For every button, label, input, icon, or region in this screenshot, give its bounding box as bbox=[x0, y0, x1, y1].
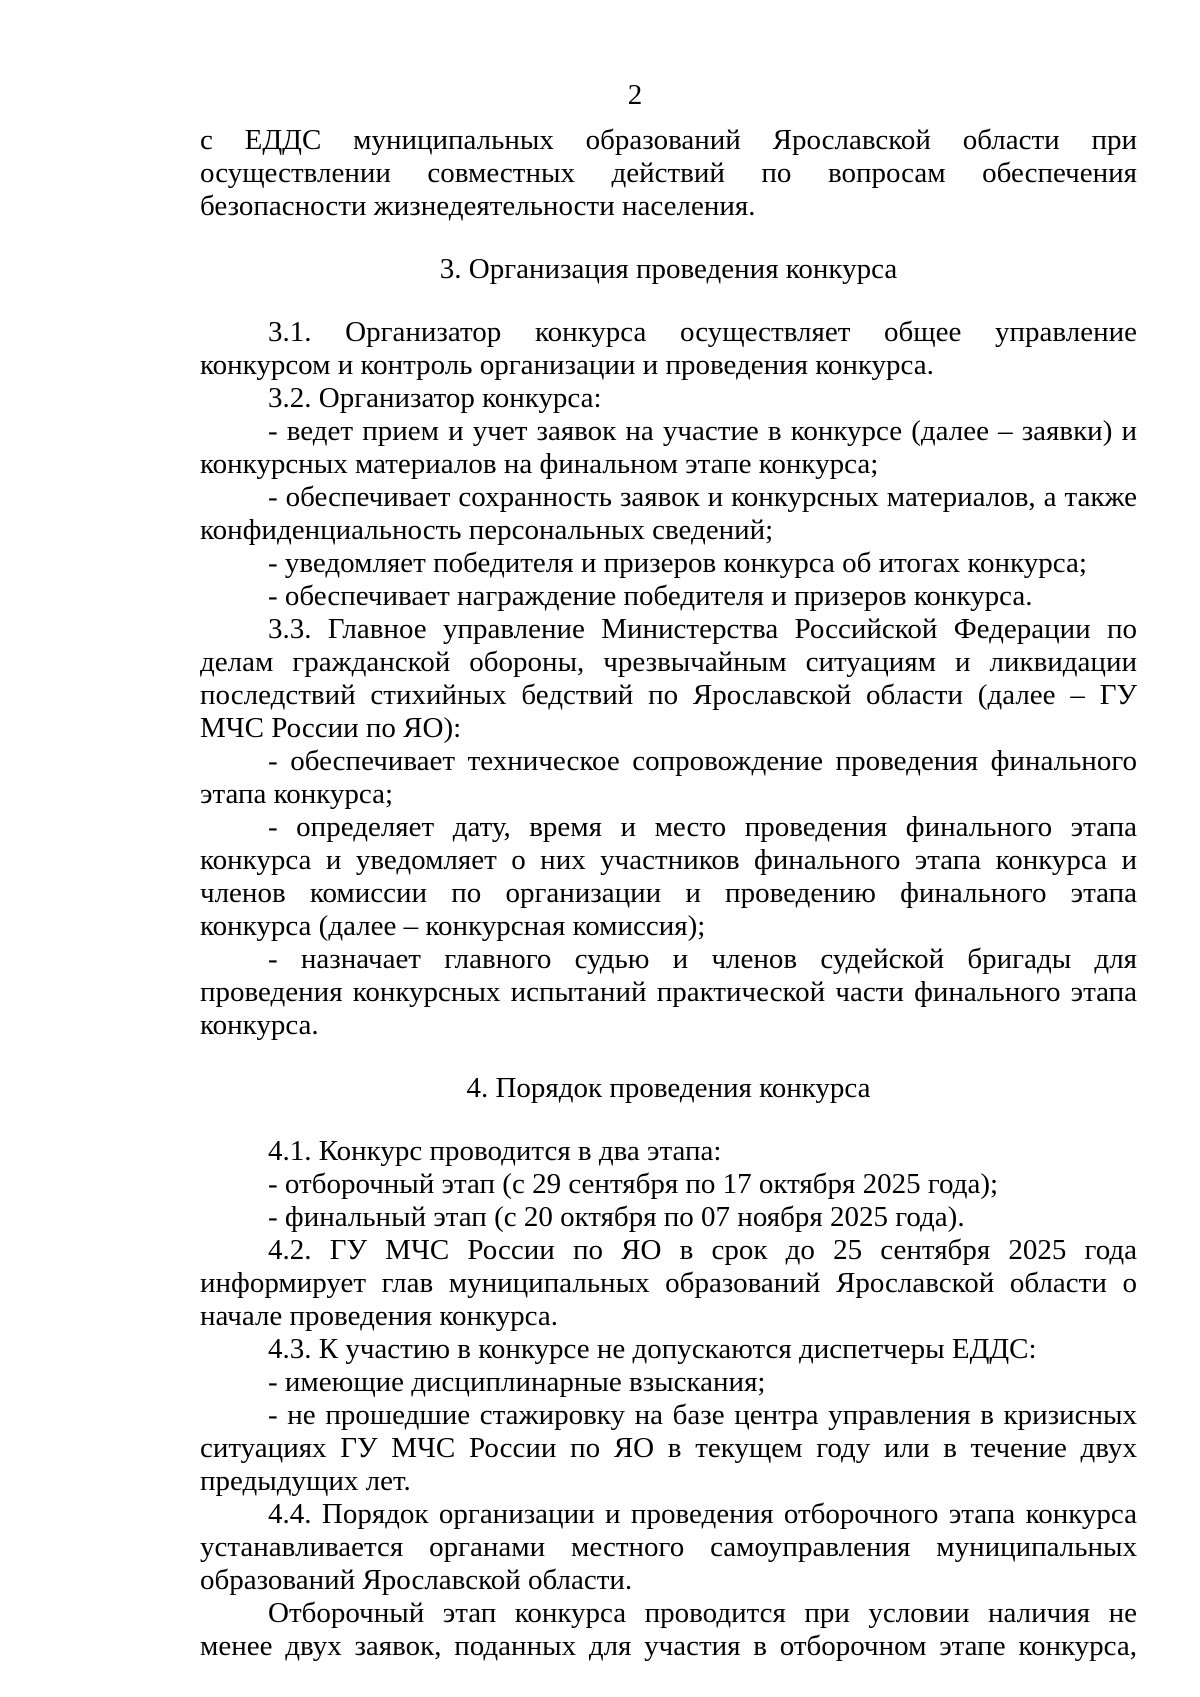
paragraph-4-4: 4.4. Порядок организации и проведения отборочного этапа конкурса устанавливается органами местного самоуправления муниципальных образований Ярославской области. bbox=[200, 1498, 1137, 1596]
list-item: - назначает главного судью и членов судейской бригады для проведения конкурсных испытаний практической части финального этапа конкурса. bbox=[200, 943, 1137, 1041]
list-item: - обеспечивает награждение победителя и призеров конкурса. bbox=[268, 580, 1033, 612]
list-item: - отборочный этап (с 29 сентября по 17 октября 2025 года); bbox=[268, 1168, 999, 1200]
paragraph-4-2: 4.2. ГУ МЧС России по ЯО в срок до 25 сентября 2025 года информирует глав муниципальных образований Ярославской области о начале проведения конкурса. bbox=[200, 1234, 1137, 1332]
page-number: 2 bbox=[627, 79, 643, 111]
paragraph-4-1: 4.1. Конкурс проводится в два этапа: bbox=[268, 1135, 722, 1167]
list-item: - определяет дату, время и место проведения финального этапа конкурса и уведомляет о них участников финального этапа конкурса и членов комиссии по организации и проведению финального этапа конкурса (далее – конкурсная комиссия); bbox=[200, 811, 1137, 942]
paragraph-3-2: 3.2. Организатор конкурса: bbox=[268, 382, 602, 414]
document-body bbox=[200, 124, 1137, 1663]
paragraph-3-1: 3.1. Организатор конкурса осуществляет общее управление конкурсом и контроль организации и проведения конкурса. bbox=[200, 316, 1137, 381]
spacer bbox=[200, 1042, 1137, 1072]
paragraph-continuation: с ЕДДС муниципальных образований Ярославской области при осуществлении совместных действий по вопросам обеспечения безопасности жизнедеятельности населения. bbox=[200, 124, 1137, 222]
spacer bbox=[200, 223, 1137, 253]
list-item: - имеющие дисциплинарные взыскания; bbox=[268, 1366, 766, 1398]
spacer bbox=[200, 286, 1137, 316]
list-item: - финальный этап (с 20 октября по 07 ноября 2025 года). bbox=[268, 1201, 965, 1233]
list-item: - не прошедшие стажировку на базе центра управления в кризисных ситуациях ГУ МЧС России по ЯО в текущем году или в течение двух предыдущих лет. bbox=[200, 1399, 1137, 1497]
list-item: - обеспечивает сохранность заявок и конкурсных материалов, а также конфиденциальность персональных сведений; bbox=[200, 481, 1137, 546]
list-item: - ведет прием и учет заявок на участие в конкурсе (далее – заявки) и конкурсных материалов на финальном этапе конкурса; bbox=[200, 415, 1137, 480]
spacer bbox=[200, 1105, 1137, 1135]
paragraph-4-3: 4.3. К участию в конкурсе не допускаются диспетчеры ЕДДС: bbox=[268, 1333, 1037, 1365]
list-item: - обеспечивает техническое сопровождение проведения финального этапа конкурса; bbox=[200, 745, 1137, 810]
paragraph-selection-stage: Отборочный этап конкурса проводится при условии наличия не менее двух заявок, поданных для участия в отборочном этапе конкурса, bbox=[200, 1597, 1137, 1662]
list-item: - уведомляет победителя и призеров конкурса об итогах конкурса; bbox=[268, 547, 1087, 579]
section-heading-4: 4. Порядок проведения конкурса bbox=[466, 1072, 871, 1104]
section-heading-3: 3. Организация проведения конкурса bbox=[439, 253, 898, 285]
paragraph-3-3: 3.3. Главное управление Министерства Российской Федерации по делам гражданской обороны, чрезвычайным ситуациям и ликвидации последствий стихийных бедствий по Ярославской области (далее – ГУ МЧС России по ЯО): bbox=[200, 613, 1137, 744]
